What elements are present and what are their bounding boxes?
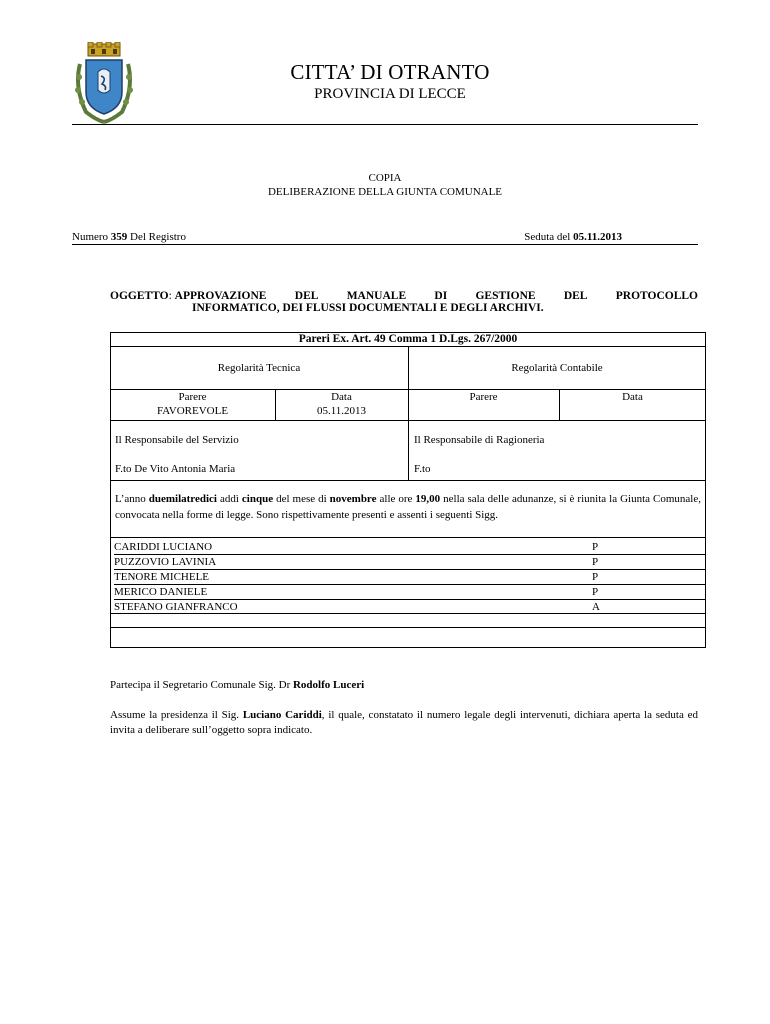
- table-line: [110, 480, 706, 481]
- oggetto-block: [110, 290, 698, 314]
- header-divider: [72, 124, 698, 125]
- seduta-paragraph: [115, 491, 701, 523]
- oggetto-line1: [110, 290, 698, 302]
- seduta-mese: novembre: [329, 493, 377, 505]
- seduta-text: alle ore: [376, 493, 416, 505]
- oggetto-line2: INFORMATICO, DEI FLUSSI DOCUMENTALI E DEGLI ARCHIVI.: [192, 302, 544, 314]
- member-name: PUZZOVIO LAVINIA: [114, 556, 217, 568]
- member-status: A: [592, 601, 600, 613]
- coat-of-arms-icon: [74, 42, 134, 124]
- oggetto-label-wrap: OGGETTO: APPROVAZIONE: [110, 290, 267, 302]
- member-row: [114, 600, 706, 614]
- member-row: [114, 540, 706, 555]
- oggetto-word: GESTIONE: [475, 290, 536, 302]
- member-status: P: [592, 571, 599, 583]
- segretario-name: Rodolfo Luceri: [292, 679, 365, 691]
- contabile-data-label: Data: [622, 391, 643, 403]
- member-row: [114, 585, 706, 600]
- tecnica-firma: F.to De Vito Antonia Maria: [115, 463, 236, 475]
- table-line: [110, 627, 706, 628]
- seduta-anno: duemilatredici: [148, 493, 217, 505]
- tecnica-data-value: 05.11.2013: [316, 405, 367, 417]
- pareri-heading: Pareri Ex. Art. 49 Comma 1 D.Lgs. 267/2000: [298, 333, 518, 345]
- province-subtitle: PROVINCIA DI LECCE: [314, 86, 466, 102]
- member-row: [114, 555, 706, 570]
- seduta-label: Seduta del: [524, 231, 571, 243]
- oggetto-word: MANUALE: [346, 290, 407, 302]
- presidenza-text: , il quale, constatato il numero legale degli intervenuti, dichiara aperta la seduta ed invita a deliberare sull’oggetto sopra indicato.: [110, 709, 698, 736]
- tecnica-parere-value: FAVOREVOLE: [156, 405, 229, 417]
- registry-row: [72, 231, 698, 243]
- oggetto-word: DI: [434, 290, 448, 302]
- presidente-name: Luciano Cariddi: [242, 709, 322, 721]
- member-row: [114, 570, 706, 585]
- regolarita-contabile: Regolarità Contabile: [511, 362, 603, 374]
- presidenza-text: Assume la presidenza il Sig.: [110, 709, 243, 721]
- tecnica-data-label: Data: [331, 391, 352, 403]
- oggetto-word: DEL: [563, 290, 588, 302]
- oggetto-word: DEL: [294, 290, 319, 302]
- seduta-text: addì: [216, 493, 242, 505]
- copia-label: COPIA: [368, 172, 402, 184]
- contabile-parere-label: Parere: [469, 391, 498, 403]
- seduta-text: del mese di: [273, 493, 330, 505]
- member-name: MERICO DANIELE: [114, 586, 208, 598]
- table-line: [110, 537, 706, 538]
- tecnica-parere-label: Parere: [178, 391, 207, 403]
- contabile-responsabile: Il Responsabile di Ragioneria: [414, 434, 545, 446]
- seduta-ora: 19,00: [415, 493, 441, 505]
- seduta-value: 05.11.2013: [573, 231, 622, 243]
- oggetto-label: OGGETTO: [110, 290, 169, 302]
- numero-value: 359: [110, 231, 128, 243]
- member-status: P: [592, 556, 599, 568]
- registro-label: Del Registro: [130, 231, 186, 243]
- member-name: CARIDDI LUCIANO: [114, 541, 213, 553]
- partecipa-text: Partecipa il Segretario Comunale Sig. Dr: [110, 679, 293, 691]
- partecipa-paragraph: [110, 678, 698, 693]
- member-name: TENORE MICHELE: [114, 571, 210, 583]
- seduta-date: [524, 231, 622, 243]
- seduta-text: L’anno: [115, 493, 149, 505]
- oggetto-word: APPROVAZIONE: [174, 290, 267, 302]
- members-list: [114, 540, 706, 614]
- tecnica-responsabile: Il Responsabile del Servizio: [115, 434, 239, 446]
- regolarita-tecnica: Regolarità Tecnica: [217, 362, 301, 374]
- seduta-giorno: cinque: [241, 493, 274, 505]
- presidenza-paragraph: [110, 708, 698, 738]
- member-status: P: [592, 586, 599, 598]
- member-status: P: [592, 541, 599, 553]
- oggetto-word: PROTOCOLLO: [615, 290, 698, 302]
- registry-divider: [72, 244, 698, 245]
- member-name: STEFANO GIANFRANCO: [114, 601, 238, 613]
- seduta-text: nella sala delle adunanze, si è riunita la Giunta Comunale, convocata nella forme di legge. Sono rispettivamente presenti e assenti i seguenti Sigg.: [115, 493, 701, 521]
- contabile-firma: F.to: [414, 463, 431, 475]
- numero-label: Numero: [72, 231, 109, 243]
- document-type: DELIBERAZIONE DELLA GIUNTA COMUNALE: [267, 186, 503, 198]
- city-title: CITTA’ DI OTRANTO: [290, 60, 490, 84]
